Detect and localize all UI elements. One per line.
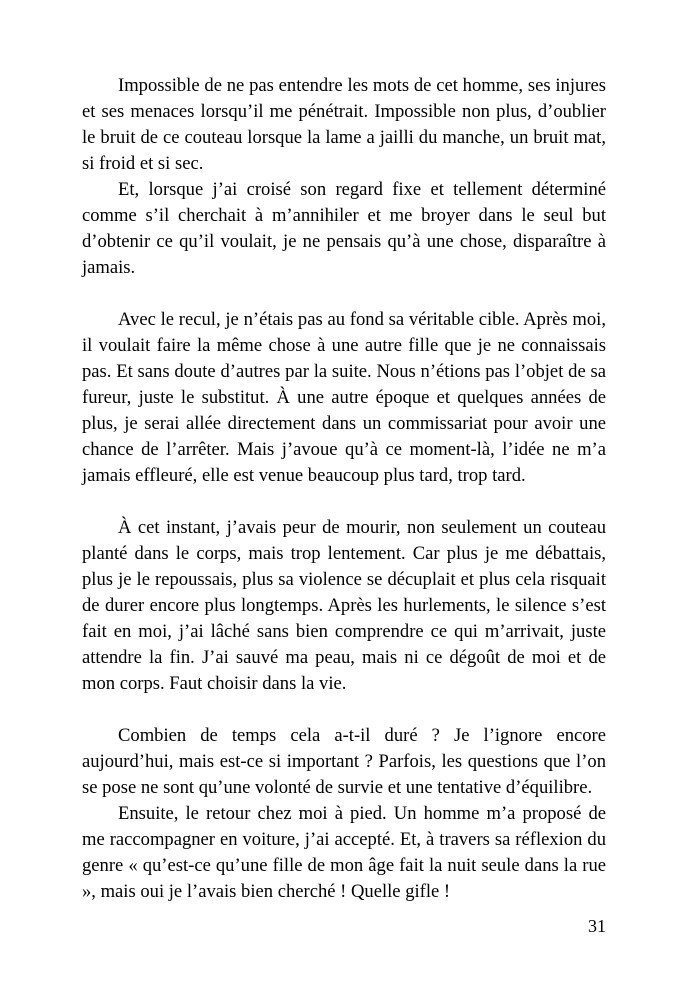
page-number: 31 <box>588 916 606 936</box>
paragraph-5: Combien de temps cela a-t-il duré ? Je l’ignore encore aujourd’hui, mais est-ce si important ? Parfois, les questions que l’on se pose ne sont qu’une volonté de survie et une tentative d’équilibre. <box>82 725 606 798</box>
paragraph-2: Et, lorsque j’ai croisé son regard fixe et tellement déterminé comme s’il cherchait à m’annihiler et me broyer dans le seul but d’obtenir ce qu’il voulait, je ne pensais qu’à une chose, disparaître à jamais. <box>82 179 606 278</box>
paragraph-4: À cet instant, j’avais peur de mourir, non seulement un couteau planté dans le corps, mais trop lentement. Car plus je me débattais, plus je le repoussais, plus sa violence se décuplait et plus cela risquait de durer encore plus longtemps. Après les hurlements, le silence s’est fait en moi, j’ai lâché sans bien comprendre ce qui m’arrivait, juste attendre la fin. J’ai sauvé ma peau, mais ni ce dégoût de moi et de mon corps. Faut choisir dans la vie. <box>82 517 606 694</box>
paragraph-1: Impossible de ne pas entendre les mots de cet homme, ses injures et ses menaces lorsqu’il me pénétrait. Impossible non plus, d’oublier le bruit de ce couteau lorsque la lame a jailli du manche, un bruit mat, si froid et si sec. <box>82 75 606 174</box>
paragraph-6: Ensuite, le retour chez moi à pied. Un homme m’a proposé de me raccompagner en voiture, j’ai accepté. Et, à travers sa réflexion du genre « qu’est-ce qu’une fille de mon âge fait la nuit seule dans la rue », mais oui je l’avais bien cherché ! Quelle gifle ! <box>82 803 606 902</box>
page-body <box>82 73 606 905</box>
paragraph-3: Avec le recul, je n’étais pas au fond sa véritable cible. Après moi, il voulait faire la même chose à une autre fille que je ne connaissais pas. Et sans doute d’autres par la suite. Nous n’étions pas l’objet de sa fureur, juste le substitut. À une autre époque et quelques années de plus, je serai allée directement dans un commissariat pour avoir une chance de l’arrêter. Mais j’avoue qu’à ce moment-là, l’idée ne m’a jamais effleuré, elle est venue beaucoup plus tard, trop tard. <box>82 309 606 486</box>
